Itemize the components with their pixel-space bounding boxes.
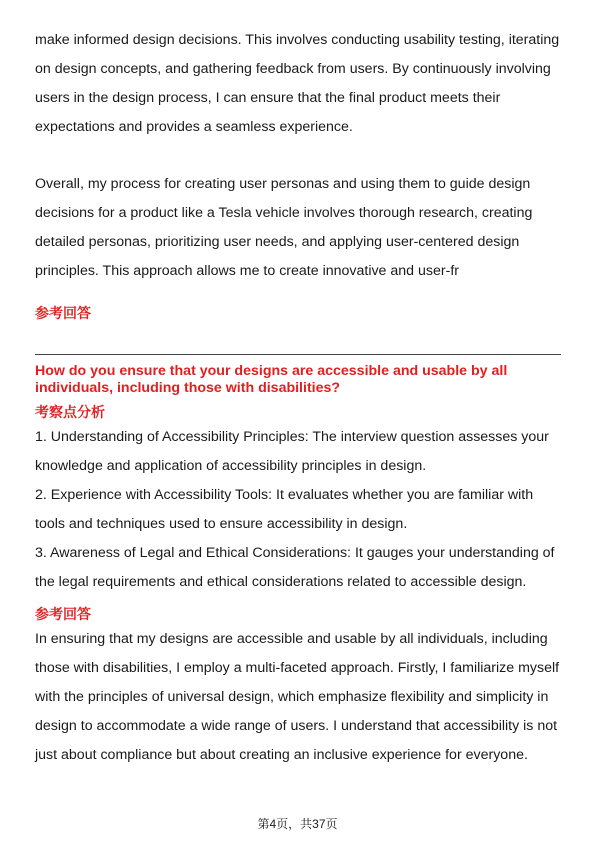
reference-answer-label: 参考回答 xyxy=(35,305,91,321)
analysis-point: 2. Experience with Accessibility Tools: It evaluates whether you are familiar with tools and techniques used to ensure accessibility in design. xyxy=(35,487,534,532)
question-heading: How do you ensure that your designs are accessible and usable by all individuals, including those with disabilities? xyxy=(35,363,508,396)
intro-paragraph-2: Overall, my process for creating user personas and using them to guide design decisions for a product like a Tesla vehicle involves thorough research, creating detailed personas, prioritizing user needs, and applying user-centered design principles. This approach allows me to create innovative and user-fr xyxy=(35,176,533,279)
analysis-point: 1. Understanding of Accessibility Principles: The interview question assesses your knowledge and application of accessibility principles in design. xyxy=(35,429,549,474)
analysis-label: 考察点分析 xyxy=(35,404,105,420)
reference-answer-paragraph: In ensuring that my designs are accessible and usable by all individuals, including those with disabilities, I employ a multi-faceted approach. Firstly, I familiarize myself with the principles of universal design, which emphasize flexibility and simplicity in design to accommodate a wide range of users. I understand that accessibility is not just about compliance but about creating an inclusive experience for everyone. xyxy=(35,631,560,763)
analysis-point: 3. Awareness of Legal and Ethical Considerations: It gauges your understanding of the legal requirements and ethical considerations related to accessible design. xyxy=(35,545,555,590)
analysis-points-list xyxy=(35,423,561,597)
intro-paragraph-1: make informed design decisions. This involves conducting usability testing, iterating on design concepts, and gathering feedback from users. By continuously involving users in the design process, I can ensure that the final product meets their expectations and provides a seamless experience. xyxy=(35,32,560,135)
section-divider xyxy=(35,354,561,355)
page-footer-indicator: 第4页，共37页 xyxy=(257,817,338,831)
page-content xyxy=(35,26,561,770)
reference-answer-label: 参考回答 xyxy=(35,606,91,622)
